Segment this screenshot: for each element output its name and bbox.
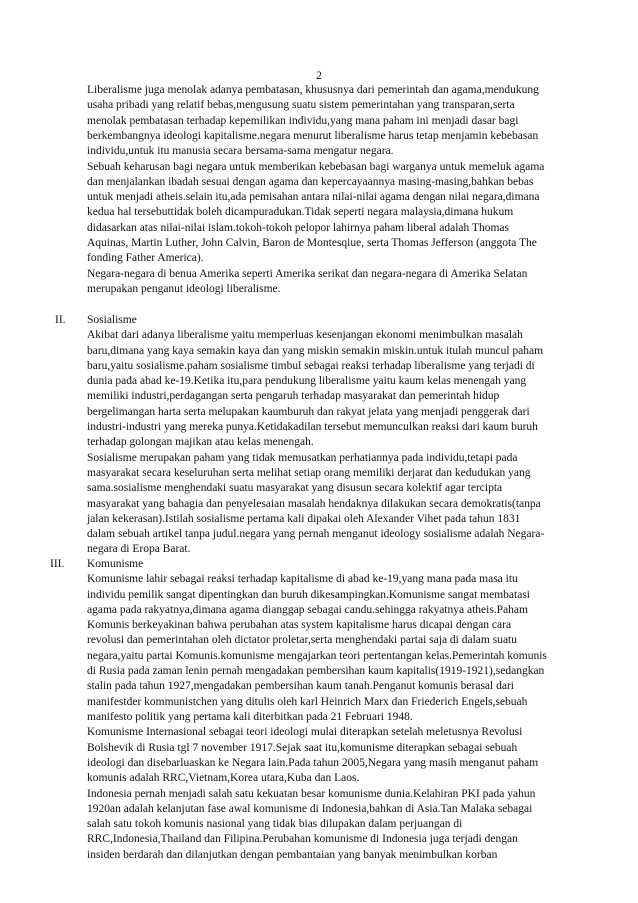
section-marker-socialism: II. xyxy=(55,314,66,326)
text-line: Komunisme lahir sebagai reaksi terhadap kapitalisme di abad ke-19,yang mana pada masa itu xyxy=(87,573,518,586)
text-line: revolusi dan pemerintahan oleh dictator proletar,serta menghendaki partai saja di dalam suatu xyxy=(87,634,517,647)
socialism-paragraph-1 xyxy=(87,328,607,450)
text-line: merupakan penganut ideologi liberalisme. xyxy=(87,282,281,295)
communism-heading: Komunisme xyxy=(87,558,144,570)
text-line: manifesto politik yang pertama kali diterbitkan pada 21 Februari 1948. xyxy=(87,710,413,723)
text-line: di Rusia pada zaman lenin pernah mengadakan pembersihan kaum kapitalis(1919-1921),sedangkan xyxy=(87,665,545,678)
liberalism-paragraph-1 xyxy=(87,83,607,159)
text-line: Negara-negara di benua Amerika seperti Amerika serikat dan negara-negara di Amerika Selatan xyxy=(87,267,528,280)
text-line: kedua hal tersebuttidak boleh dicampuradukan.Tidak seperti negara malaysia,dimana hukum xyxy=(87,206,514,219)
text-line: Bolshevik di Rusia tgl 7 november 1917.Sejak saat itu,komunisme diterapkan sebagai sebuah xyxy=(87,741,518,754)
page-number: 2 xyxy=(316,70,322,82)
text-line: Komunisme Internasional sebagai teori ideologi mulai diterapkan setelah meletusnya Revolusi xyxy=(87,726,523,739)
text-line: Aquinas, Martin Luther, John Calvin, Baron de Montesqiue, serta Thomas Jefferson (anggota The xyxy=(87,236,537,249)
socialism-paragraph-2 xyxy=(87,451,607,558)
text-line: insiden berdarah dan dilanjutkan dengan pembantaian yang banyak menimbulkan korban xyxy=(87,848,498,861)
text-line: jalan kekerasan).Istilah sosialisme pertama kali dipakai oleh Alexander Vihet pada tahun 1831 xyxy=(87,512,521,525)
text-line: negara,yaitu partai Komunis.komunisme mengajarkan teori pertentangan kelas.Pemerintah komunis xyxy=(87,649,547,662)
text-line: masyarakat yang bahagia dan penyelesaian masalah hendaknya dilakukan secara demokratis(tanpa xyxy=(87,497,541,510)
text-line: terhadap golongan majikan atau kelas menengah. xyxy=(87,436,314,449)
text-line: baru,dimana yang kaya semakin kaya dan yang miskin semakin miskin.untuk itulah muncul paham xyxy=(87,344,544,357)
liberalism-paragraph-3 xyxy=(87,267,607,298)
communism-paragraph-1 xyxy=(87,572,607,725)
text-line: berkembangnya ideologi kapitalisme.negara menurut liberalisme harus tetap menjamin kebebasan xyxy=(87,129,539,142)
communism-paragraph-2 xyxy=(87,725,607,786)
text-line: untuk menjadi atheis.selain itu,ada pemisahan antara nilai-nilai agama dengan nilai negara,dimana xyxy=(87,191,540,204)
text-line: dunia pada abad ke-19.Ketika itu,para pendukung liberalisme yaitu kaum kelas menengah yang xyxy=(87,375,527,388)
text-line: menolak pembatasan terhadap kepemilikan individu,yang mana paham ini menjadi dasar bagi xyxy=(87,114,519,127)
text-line: didasarkan atas nilai-nilai islam.tokoh-tokoh pelopor lahirnya paham liberal adalah Thomas xyxy=(87,221,509,234)
text-line: memiliki industri,perdagangan serta pengaruh terhadap masyarakat dan pemerintah hidup xyxy=(87,390,500,403)
text-line: individu,untuk itu manusia secara bersama-sama mengatur negara. xyxy=(87,145,394,158)
text-line: stalin pada tahun 1927,mengadakan pembersihan kaum tanah.Penganut komunis berasal dari xyxy=(87,680,514,693)
section-marker-communism: III. xyxy=(50,558,65,570)
text-line: industri-industri yang mereka punya.Ketidakadilan tersebut memunculkan reaksi dari kaum buruh xyxy=(87,421,538,434)
text-line: RRC,Indonesia,Thailand dan Filipina.Perubahan komunisme di Indonesia juga terjadi dengan xyxy=(87,833,518,846)
text-line: komunis adalah RRC,Vietnam,Korea utara,Kuba dan Laos. xyxy=(87,772,360,785)
text-line: fonding Father America). xyxy=(87,252,204,265)
text-line: negara di Eropa Barat. xyxy=(87,543,191,556)
text-line: dan menjalankan ibadah sesuai dengan agama dan kepercayaannya masing-masing,bahkan bebas xyxy=(87,175,534,188)
text-line: baru,yaitu sosialisme.paham sosialisme timbul sebagai reaksi terhadap liberalisme yang terjadi di xyxy=(87,359,535,372)
text-line: Indonesia pernah menjadi salah satu kekuatan besar komunisme dunia.Kelahiran PKI pada yahun xyxy=(87,787,536,800)
liberalism-paragraph-2 xyxy=(87,160,607,267)
text-line: ideologi dan disebarluaskan ke Negara lain.Pada tahun 2005,Negara yang masih menganut paham xyxy=(87,756,539,769)
text-line: Sosialisme merupakan paham yang tidak memusatkan perhatiannya pada individu,tetapi pada xyxy=(87,451,518,464)
text-line: Liberalisme juga menolak adanya pembatasan, khususnya dari pemerintah dan agama,mendukung xyxy=(87,84,539,96)
text-line: sama.sosialisme menghendaki suatu masyarakat yang disusun secara kolektif agar tercipta xyxy=(87,482,503,495)
text-line: Akibat dari adanya liberalisme yaitu memperluas kesenjangan ekonomi menimbulkan masalah xyxy=(87,329,523,342)
text-line: Sebuah keharusan bagi negara untuk memberikan kebebasan bagi warganya untuk memeluk agama xyxy=(87,160,545,173)
text-line: individu pemilik sangat dipentingkan dan buruh dikesampingkan.Komunisme sangat membatasi xyxy=(87,588,530,601)
text-line: masyarakat secara keseluruhan serta melihat setiap orang memiliki derjarat dan kedudukan yang xyxy=(87,466,531,479)
text-line: manifestder kommunistchen yang ditulis oleh karl Heinrich Marx dan Friederich Engels,sebuah xyxy=(87,695,528,708)
text-line: salah satu tokoh komunis nasional yang tidak bias dilupakan dalam perjuangan di xyxy=(87,818,463,831)
text-line: dalam sebuah artikel tanpa judul.negara yang pernah menganut ideology sosialisme adalah Negara- xyxy=(87,528,545,541)
text-line: usaha pribadi yang relatif bebas,mengusung suatu sistem pemerintahan yang transparan,serta xyxy=(87,99,515,112)
text-line: Komunis berkeyakinan bahwa perubahan atas system kapitalisme harus dicapai dengan cara xyxy=(87,619,512,632)
socialism-heading: Sosialisme xyxy=(87,314,137,326)
text-line: 1920an adalah kelanjutan fase awal komunisme di Indonesia,bahkan di Asia.Tan Malaka sebagai xyxy=(87,802,533,815)
communism-paragraph-3 xyxy=(87,787,607,863)
text-line: bergelimangan harta serta melupakan kaumburuh dan rakyat jelata yang menjadi penggerak dari xyxy=(87,405,530,418)
text-line: agama pada rakyatnya,dimana agama dianggap sebagai candu.sehingga rakyatnya atheis.Paham xyxy=(87,603,528,616)
